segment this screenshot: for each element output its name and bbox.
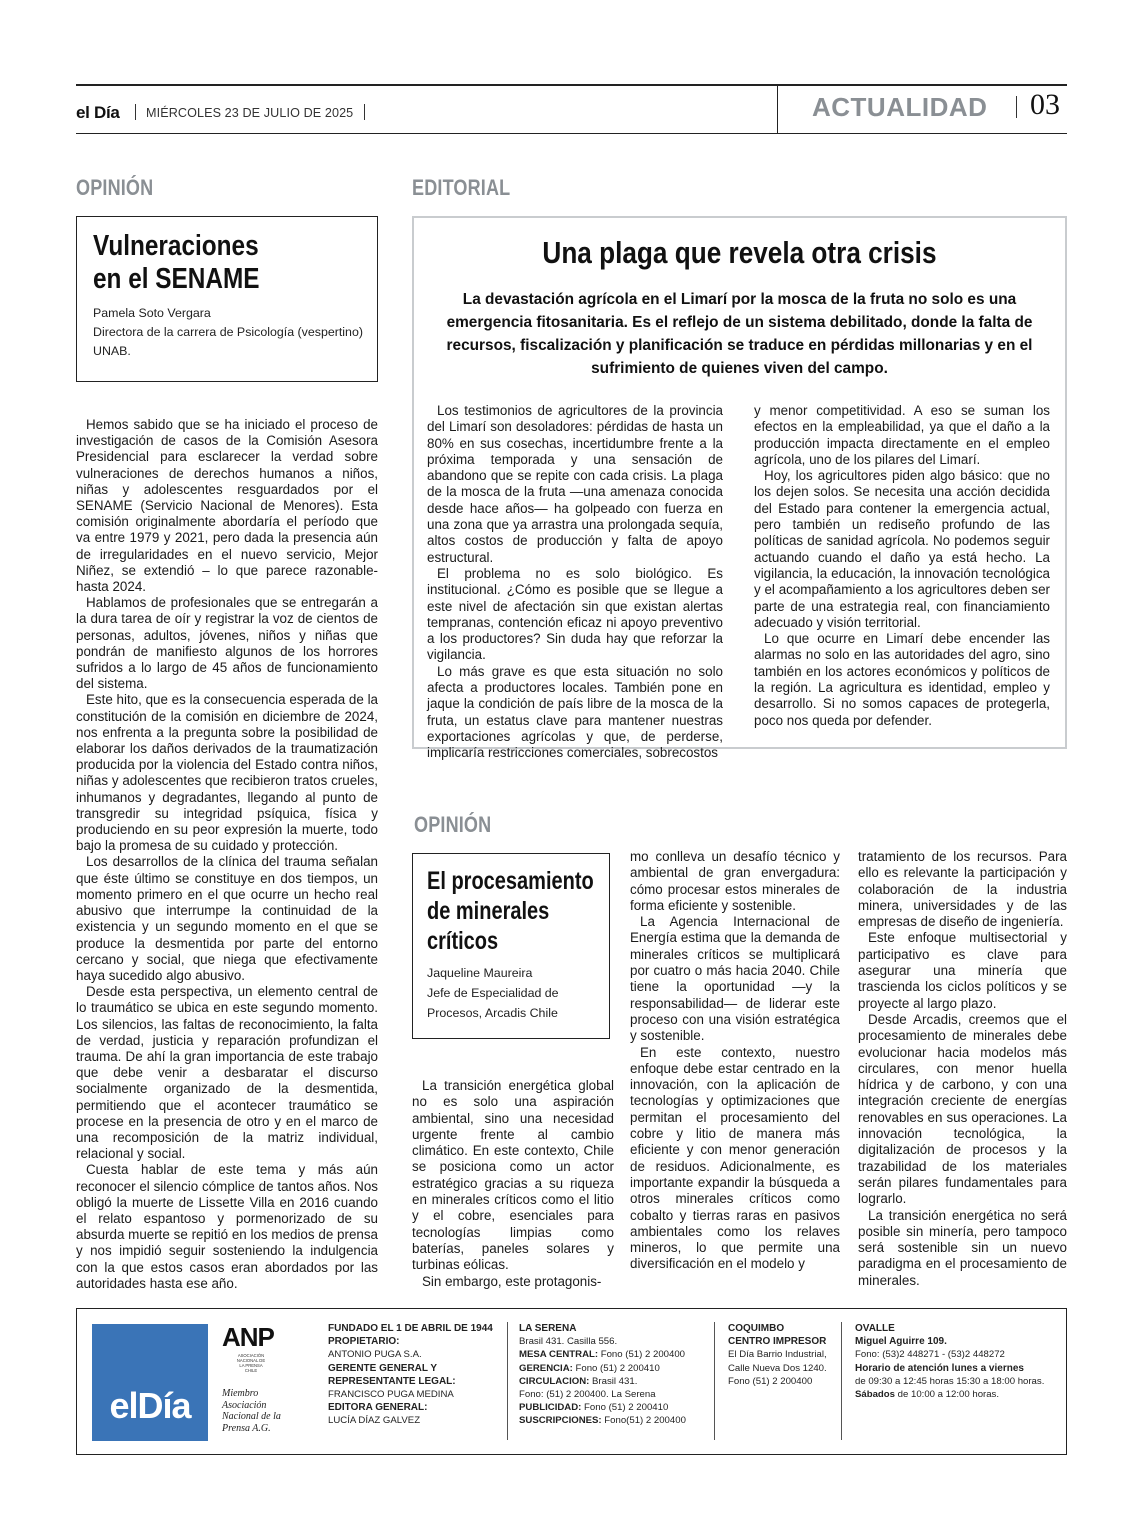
opinion2-title-line2: de minerales (427, 897, 550, 925)
owner-label: PROPIETARIO: (328, 1336, 400, 1348)
footer-logo (92, 1324, 208, 1441)
footer-divider-1 (507, 1322, 508, 1440)
header-sep-2 (364, 104, 365, 120)
anp-member-text: Miembro Asociación Nacional de la Prensa A.G. (222, 1388, 281, 1434)
top-rule (76, 84, 1067, 86)
footer-divider-2 (714, 1322, 715, 1440)
paragraph: Lo más grave es que esta situación no solo afecta a productores locales. También pone en jaque la condición de país libre de la mosca de la fruta, un estatus clave para mantener nuestras exportaciones agrícolas y que, de perderse, implicaría restricciones comerciales, sobrecostos (427, 663, 723, 761)
opinion1-title (93, 230, 260, 296)
header-sep-1 (135, 104, 136, 120)
mesa-central (519, 1348, 709, 1361)
la-serena-label: LA SERENA (519, 1323, 577, 1334)
footer-divider-3 (841, 1322, 842, 1440)
paragraph-continued: y menor competitividad. A eso se suman los efectos en la empleabilidad, ya que el daño a la producción impacta directamente en el empleo agrícola, uno de los pilares del Limarí. (754, 403, 1050, 467)
saturday-label: Sábados (855, 1389, 895, 1401)
opinion1-title-line1: Vulneraciones (93, 230, 259, 262)
gerencia-label: GERENCIA: (519, 1362, 573, 1374)
opinion2-author-role-1: Jefe de Especialidad de (427, 986, 559, 1000)
section-header: ACTUALIDAD (812, 92, 988, 122)
header-bottom-rule (76, 133, 1067, 134)
paragraph: Cuesta hablar de este tema y más aún reconocer el silencio cómplice de tantos años. Nos obligó la muerte de Lissette Villa en 2016 cuando el relato espantoso y pormenorizado de su absurda muerte se repitió en los medios de prensa y nos impidió seguir sosteniendo la indulgencia con la que estos casos eran abordados por las autoridades hasta ese año. (76, 1162, 378, 1291)
footer-column-1 (328, 1322, 503, 1428)
header-date: MIÉRCOLES 23 DE JULIO DE 2025 (146, 106, 354, 120)
owner-value: ANTONIO PUGA S.A. (328, 1349, 422, 1361)
coquimbo-label: COQUIMBO (728, 1323, 785, 1334)
opinion2-title-line3: críticos (427, 927, 499, 955)
publicidad-label: PUBLICIDAD: (519, 1402, 582, 1414)
gerencia (519, 1362, 709, 1375)
circulacion-phone: Fono: (51) 2 200400. La Serena (519, 1389, 656, 1401)
publicidad-value: Fono (51) 2 200410 (584, 1402, 669, 1414)
editorial-title: Una plaga que revela otra crisis (542, 235, 937, 270)
suscripciones-value: Fono(51) 2 200400 (604, 1415, 686, 1427)
paragraph: Hemos sabido que se ha iniciado el proceso de investigación de casos de la Comisión Asesora Presidencial para esclarecer la verdad sobre vulneraciones de derechos humanos a niños, niñas y adolescentes resguardados por el SENAME (Servicio Nacional de Menores). Esta comisión originalmente abordaría el período que va entre 1979 y 2021, pero dada la presencia aún de irregularidades en el nuevo servicio, Mejor Niñez, se extendió – lo que parece razonable- hasta 2024. (76, 417, 378, 595)
manager-value: FRANCISCO PUGA MEDINA (328, 1389, 454, 1401)
ovalle-label: OVALLE (855, 1323, 895, 1334)
mesa-central-value: Fono (51) 2 200400 (600, 1349, 686, 1361)
manager-label-2: REPRESENTANTE LEGAL: (328, 1375, 456, 1387)
paragraph: Lo que ocurre en Limarí debe encender las alarmas no solo en las autoridades del agro, sino también en los actores económicos y políticos de la región. La agricultura es identidad, empleo y desarrollo. Si no somos capaces de protegerla, poco nos queda por defender. (754, 631, 1050, 728)
paragraph: El problema no es solo biológico. Es institucional. ¿Cómo es posible que se llegue a este nivel de afectación sin que existan alertas tempranas, contención eficaz ni apoyo preventivo a los productores? Sin duda hay que reforzar la vigilancia. (427, 565, 723, 663)
editorial-section-label: EDITORIAL (412, 175, 511, 200)
saturday-value: de 10:00 a 12:00 horas. (897, 1389, 1000, 1401)
paragraph: Desde Arcadis, creemos que el procesamiento de minerales debe evolucionar hacia modelos más circulares, con menor huella hídrica y de carbono, y con una integración creciente de energías renovables en sus operaciones. La innovación tecnológica, la digitalización de procesos y la trazabilidad de los materiales serán pilares fundamentales para lograrlo. (858, 1011, 1067, 1207)
suscripciones-label: SUSCRIPCIONES: (519, 1415, 602, 1427)
footer-column-2 (519, 1322, 709, 1428)
opinion1-byline (93, 304, 365, 361)
paragraph: Hablamos de profesionales que se entregarán a la dura tarea de oír y registrar la voz de cientos de personas, adultos, jóvenes, niños y niñas que pondrán de manifiesto algunos de los horrores sufridos a lo largo de 45 años de funcionamiento del sistema. (76, 595, 378, 692)
opinion1-author-role: Directora de la carrera de Psicología (vespertino) UNAB. (93, 325, 363, 358)
founded-label: FUNDADO EL 1 DE ABRIL DE 1944 (328, 1323, 493, 1334)
circulacion (519, 1375, 709, 1388)
footer-column-4 (855, 1322, 1060, 1401)
ovalle-phone: Fono: (53)2 448271 - (53)2 448272 (855, 1349, 1005, 1361)
saturday (855, 1388, 1060, 1401)
paragraph: La transición energética global no es solo una aspiración ambiental, sino una necesidad urgente frente al cambio climático. En este contexto, Chile se posiciona como un actor estratégico gracias a su riqueza en minerales críticos como el litio y el cobre, esenciales para tecnologías limpias como baterías, paneles solares y turbinas eólicas. (412, 1078, 614, 1273)
opinion2-title (427, 866, 594, 956)
header-sep-3 (1016, 96, 1017, 118)
anp-logo-small: ASOCIACIÓN NACIONAL DE LA PRENSA CHILE (236, 1353, 266, 1373)
paragraph: Hoy, los agricultores piden algo básico: que no los dejen solos. Se necesita una acción decidida del Estado para contener la emergencia actual, pero también un rediseño profundo de las políticas de sanidad agrícola. No podemos seguir actuando cuando el daño ya está hecho. La vigilancia, la educación, la innovación tecnológica y el acompañamiento a los agricultores deben ser parte de una estrategia real, con financiamiento adecuado y visión territorial. (754, 468, 1050, 630)
publicidad (519, 1401, 709, 1414)
paragraph: Los testimonios de agricultores de la provincia del Limarí son desoladores: pérdidas de hasta un 80% en sus cosechas, incertidumbre frente a la próxima temporada y una sensación de abandono que se repite con cada crisis. La plaga de la mosca de la fruta —una amenaza conocida desde hace años— ha golpeado con fuerza en una zona que ya arrastra una prolongada sequía, altos costos de producción y falta de apoyo estructural. (427, 403, 723, 565)
header-vertical-divider (777, 85, 778, 133)
coquimbo-line-2: Calle Nueva Dos 1240. (728, 1362, 827, 1374)
paragraph-continued: mo conlleva un desafío técnico y ambiental de gran envergadura: cómo procesar estos minerales de forma eficiente y sostenible. (630, 849, 840, 913)
coquimbo-line-1: El Día Barrio Industrial, (728, 1349, 827, 1361)
hours-value: de 09:30 a 12:45 horas 15:30 a 18:00 horas. (855, 1375, 1045, 1387)
opinion2-column-1 (412, 1078, 614, 1290)
circulacion-value: Brasil 431. (592, 1375, 638, 1387)
paragraph: La Agencia Internacional de Energía estima que la demanda de minerales críticos se multiplicará por cuatro o más hacia 2040. Chile tiene la oportunidad —y la responsabilidad— de liderar este proceso con una visión estratégica y sostenible. (630, 914, 840, 1044)
coquimbo-line-3: Fono (51) 2 200400 (728, 1375, 813, 1387)
anp-logo (222, 1322, 292, 1373)
editor-value: LUCÍA DÍAZ GALVEZ (328, 1415, 421, 1427)
ovalle-address: Miguel Aguirre 109. (855, 1336, 947, 1348)
opinion2-column-3 (858, 849, 1067, 1289)
hours-label: Horario de atención lunes a viernes (855, 1362, 1024, 1374)
opinion1-article-body (76, 417, 378, 1292)
editor-label: EDITORA GENERAL: (328, 1402, 428, 1414)
paragraph: Este hito, que es la consecuencia esperada de la constitución de la comisión en diciembre de 2024, nos enfrenta a la pregunta sobre la posibilidad de elaborar los daños derivados de la traumatización producida por la violencia del Estado contra niños, niñas y adolescentes que recibieron tratos crueles, inhumanos y degradantes, llegando al punto de transgredir su integridad psíquica, física y produciendo en su peor expresión la muerte, todo bajo la promesa de su cuidado y protección. (76, 692, 378, 854)
footer-logo-text: elDía (109, 1385, 191, 1426)
anp-logo-text: ANP (222, 1322, 274, 1352)
opinion1-author: Pamela Soto Vergara (93, 306, 211, 320)
suscripciones (519, 1414, 709, 1427)
opinion2-title-line1: El procesamiento (427, 867, 594, 895)
opinion2-author-role-2: Procesos, Arcadis Chile (427, 1006, 558, 1020)
opinion2-section-label: OPINIÓN (414, 812, 492, 837)
opinion-section-label: OPINIÓN (76, 175, 154, 200)
circulacion-label: CIRCULACION: (519, 1375, 590, 1387)
la-serena-address: Brasil 431. Casilla 556. (519, 1336, 618, 1348)
masthead-logo: el Día (76, 103, 120, 122)
editorial-lead: La devastación agrícola en el Limarí por la mosca de la fruta no solo es una emergencia fitosanitaria. Es el reflejo de un sistema debilitado, donde la falta de recursos, fiscalización y planificación se traduce en pérdidas millonarias y en el sufrimiento de quienes viven del campo. (446, 291, 1033, 377)
paragraph: Los desarrollos de la clínica del trauma señalan que éste último se constituye en dos tiempos, un momento primero en el que ocurre un hecho real abusivo que interrumpe la continuidad de la existencia y un segundo momento en el que se produce la desmentida por parte del entorno cercano y social, que niega que efectivamente haya sucedido algo abusivo. (76, 854, 378, 983)
paragraph: Desde esta perspectiva, un elemento central de lo traumático se ubica en este segundo momento. Los silencios, las faltas de reconocimiento, la falta de verdad, justicia y reparación profundizan el trauma. De ahí la gran importancia de este trabajo que debe venir a desbaratar el discurso socialmente organizado de la desmentida, permitiendo que el acontecer traumático se procese en la presencia de otro y en el marco de una recomposición de la matriz individual, relacional y social. (76, 984, 378, 1162)
manager-label-1: GERENTE GENERAL Y (328, 1362, 438, 1374)
opinion2-byline (427, 963, 607, 1023)
paragraph: Este enfoque multisectorial y participativo es clave para asegurar una minería que trascienda los ciclos políticos y se proyecte al largo plazo. (858, 930, 1067, 1011)
paragraph-continued: tratamiento de los recursos. Para ello es relevante la participación y colaboración de la industria minera, universidades y de las empresas de diseño de ingeniería. (858, 849, 1067, 930)
opinion2-author: Jaqueline Maureira (427, 966, 533, 980)
gerencia-value: Fono (51) 2 200410 (575, 1362, 660, 1374)
footer-column-3 (728, 1322, 843, 1388)
editorial-column-1 (427, 403, 723, 762)
centro-impresor-label: CENTRO IMPRESOR (728, 1336, 827, 1348)
opinion2-column-2 (630, 849, 840, 1273)
mesa-central-label: MESA CENTRAL: (519, 1349, 599, 1361)
paragraph: Sin embargo, este protagonis- (422, 1273, 602, 1289)
paragraph: La transición energética no será posible sin minería, pero tampoco será sostenible sin un nuevo paradigma en el procesamiento de minerales. (858, 1207, 1067, 1288)
opinion1-title-line2: en el SENAME (93, 263, 260, 295)
paragraph: En este contexto, nuestro enfoque debe estar centrado en la innovación, con la aplicación de tecnologías y optimizaciones que permitan el procesamiento del cobre y litio de manera más eficiente y con menor generación de residuos. Adicionalmente, es importante expandir la búsqueda a otros minerales críticos como cobalto y tierras raras en pasivos ambientales como los relaves mineros, lo que permite una diversificación en el modelo y (630, 1044, 840, 1272)
editorial-column-2 (754, 403, 1050, 729)
page-number: 03 (1030, 88, 1060, 121)
